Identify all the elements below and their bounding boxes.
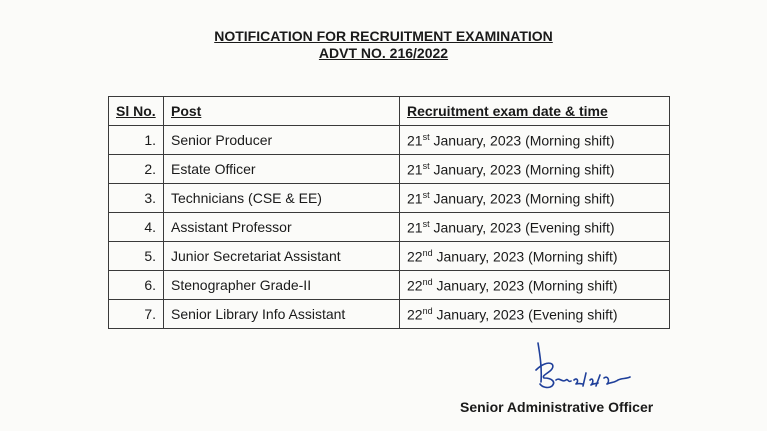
cell-sl-no: 3. <box>109 184 164 213</box>
date-day: 22 <box>407 248 423 265</box>
cell-sl-no: 2. <box>109 155 164 184</box>
date-day: 21 <box>407 161 423 178</box>
date-suffix: st <box>422 218 430 229</box>
table-row <box>109 155 670 184</box>
header-post: Post <box>164 97 400 126</box>
table-row <box>109 184 670 213</box>
date-suffix: nd <box>422 247 433 258</box>
cell-exam-date <box>400 155 670 184</box>
date-rest: January, 2023 (Morning shift) <box>429 161 615 178</box>
date-day: 21 <box>407 219 423 236</box>
date-rest: January, 2023 (Morning shift) <box>432 277 618 294</box>
signature <box>530 340 660 400</box>
date-rest: January, 2023 (Evening shift) <box>432 306 618 323</box>
date-suffix: st <box>422 189 430 200</box>
cell-sl-no: 1. <box>109 126 164 155</box>
table-row <box>109 242 670 271</box>
header-sl-no: Sl No. <box>109 97 164 126</box>
handwritten-signature-icon <box>530 340 660 395</box>
notification-heading <box>0 28 767 62</box>
date-suffix: nd <box>422 305 433 316</box>
cell-sl-no: 6. <box>109 271 164 300</box>
header-exam-date: Recruitment exam date & time <box>400 97 670 126</box>
cell-exam-date <box>400 126 670 155</box>
cell-post: Junior Secretariat Assistant <box>164 242 400 271</box>
cell-sl-no: 5. <box>109 242 164 271</box>
cell-post: Estate Officer <box>164 155 400 184</box>
table-row <box>109 271 670 300</box>
heading-line-2: ADVT NO. 216/2022 <box>318 45 449 61</box>
cell-sl-no: 4. <box>109 213 164 242</box>
recruitment-table <box>108 96 670 329</box>
cell-post: Senior Library Info Assistant <box>164 300 400 329</box>
cell-post: Senior Producer <box>164 126 400 155</box>
table-row <box>109 213 670 242</box>
date-day: 21 <box>407 190 423 207</box>
table-header-row <box>109 97 670 126</box>
date-rest: January, 2023 (Morning shift) <box>429 190 615 207</box>
table-row <box>109 300 670 329</box>
heading-line-1: NOTIFICATION FOR RECRUITMENT EXAMINATION <box>214 28 553 44</box>
cell-exam-date <box>400 184 670 213</box>
date-rest: January, 2023 (Evening shift) <box>429 219 615 236</box>
cell-sl-no: 7. <box>109 300 164 329</box>
date-day: 22 <box>407 306 423 323</box>
table-row <box>109 126 670 155</box>
date-suffix: st <box>422 131 430 142</box>
signatory-designation: Senior Administrative Officer <box>460 399 654 415</box>
date-suffix: st <box>422 160 430 171</box>
date-suffix: nd <box>422 276 433 287</box>
cell-exam-date <box>400 213 670 242</box>
cell-post: Stenographer Grade-II <box>164 271 400 300</box>
cell-exam-date <box>400 242 670 271</box>
cell-post: Technicians (CSE & EE) <box>164 184 400 213</box>
cell-exam-date <box>400 271 670 300</box>
date-rest: January, 2023 (Morning shift) <box>432 248 618 265</box>
date-rest: January, 2023 (Morning shift) <box>429 132 615 149</box>
table-body <box>109 126 670 329</box>
date-day: 21 <box>407 132 423 149</box>
cell-post: Assistant Professor <box>164 213 400 242</box>
cell-exam-date <box>400 300 670 329</box>
date-day: 22 <box>407 277 423 294</box>
